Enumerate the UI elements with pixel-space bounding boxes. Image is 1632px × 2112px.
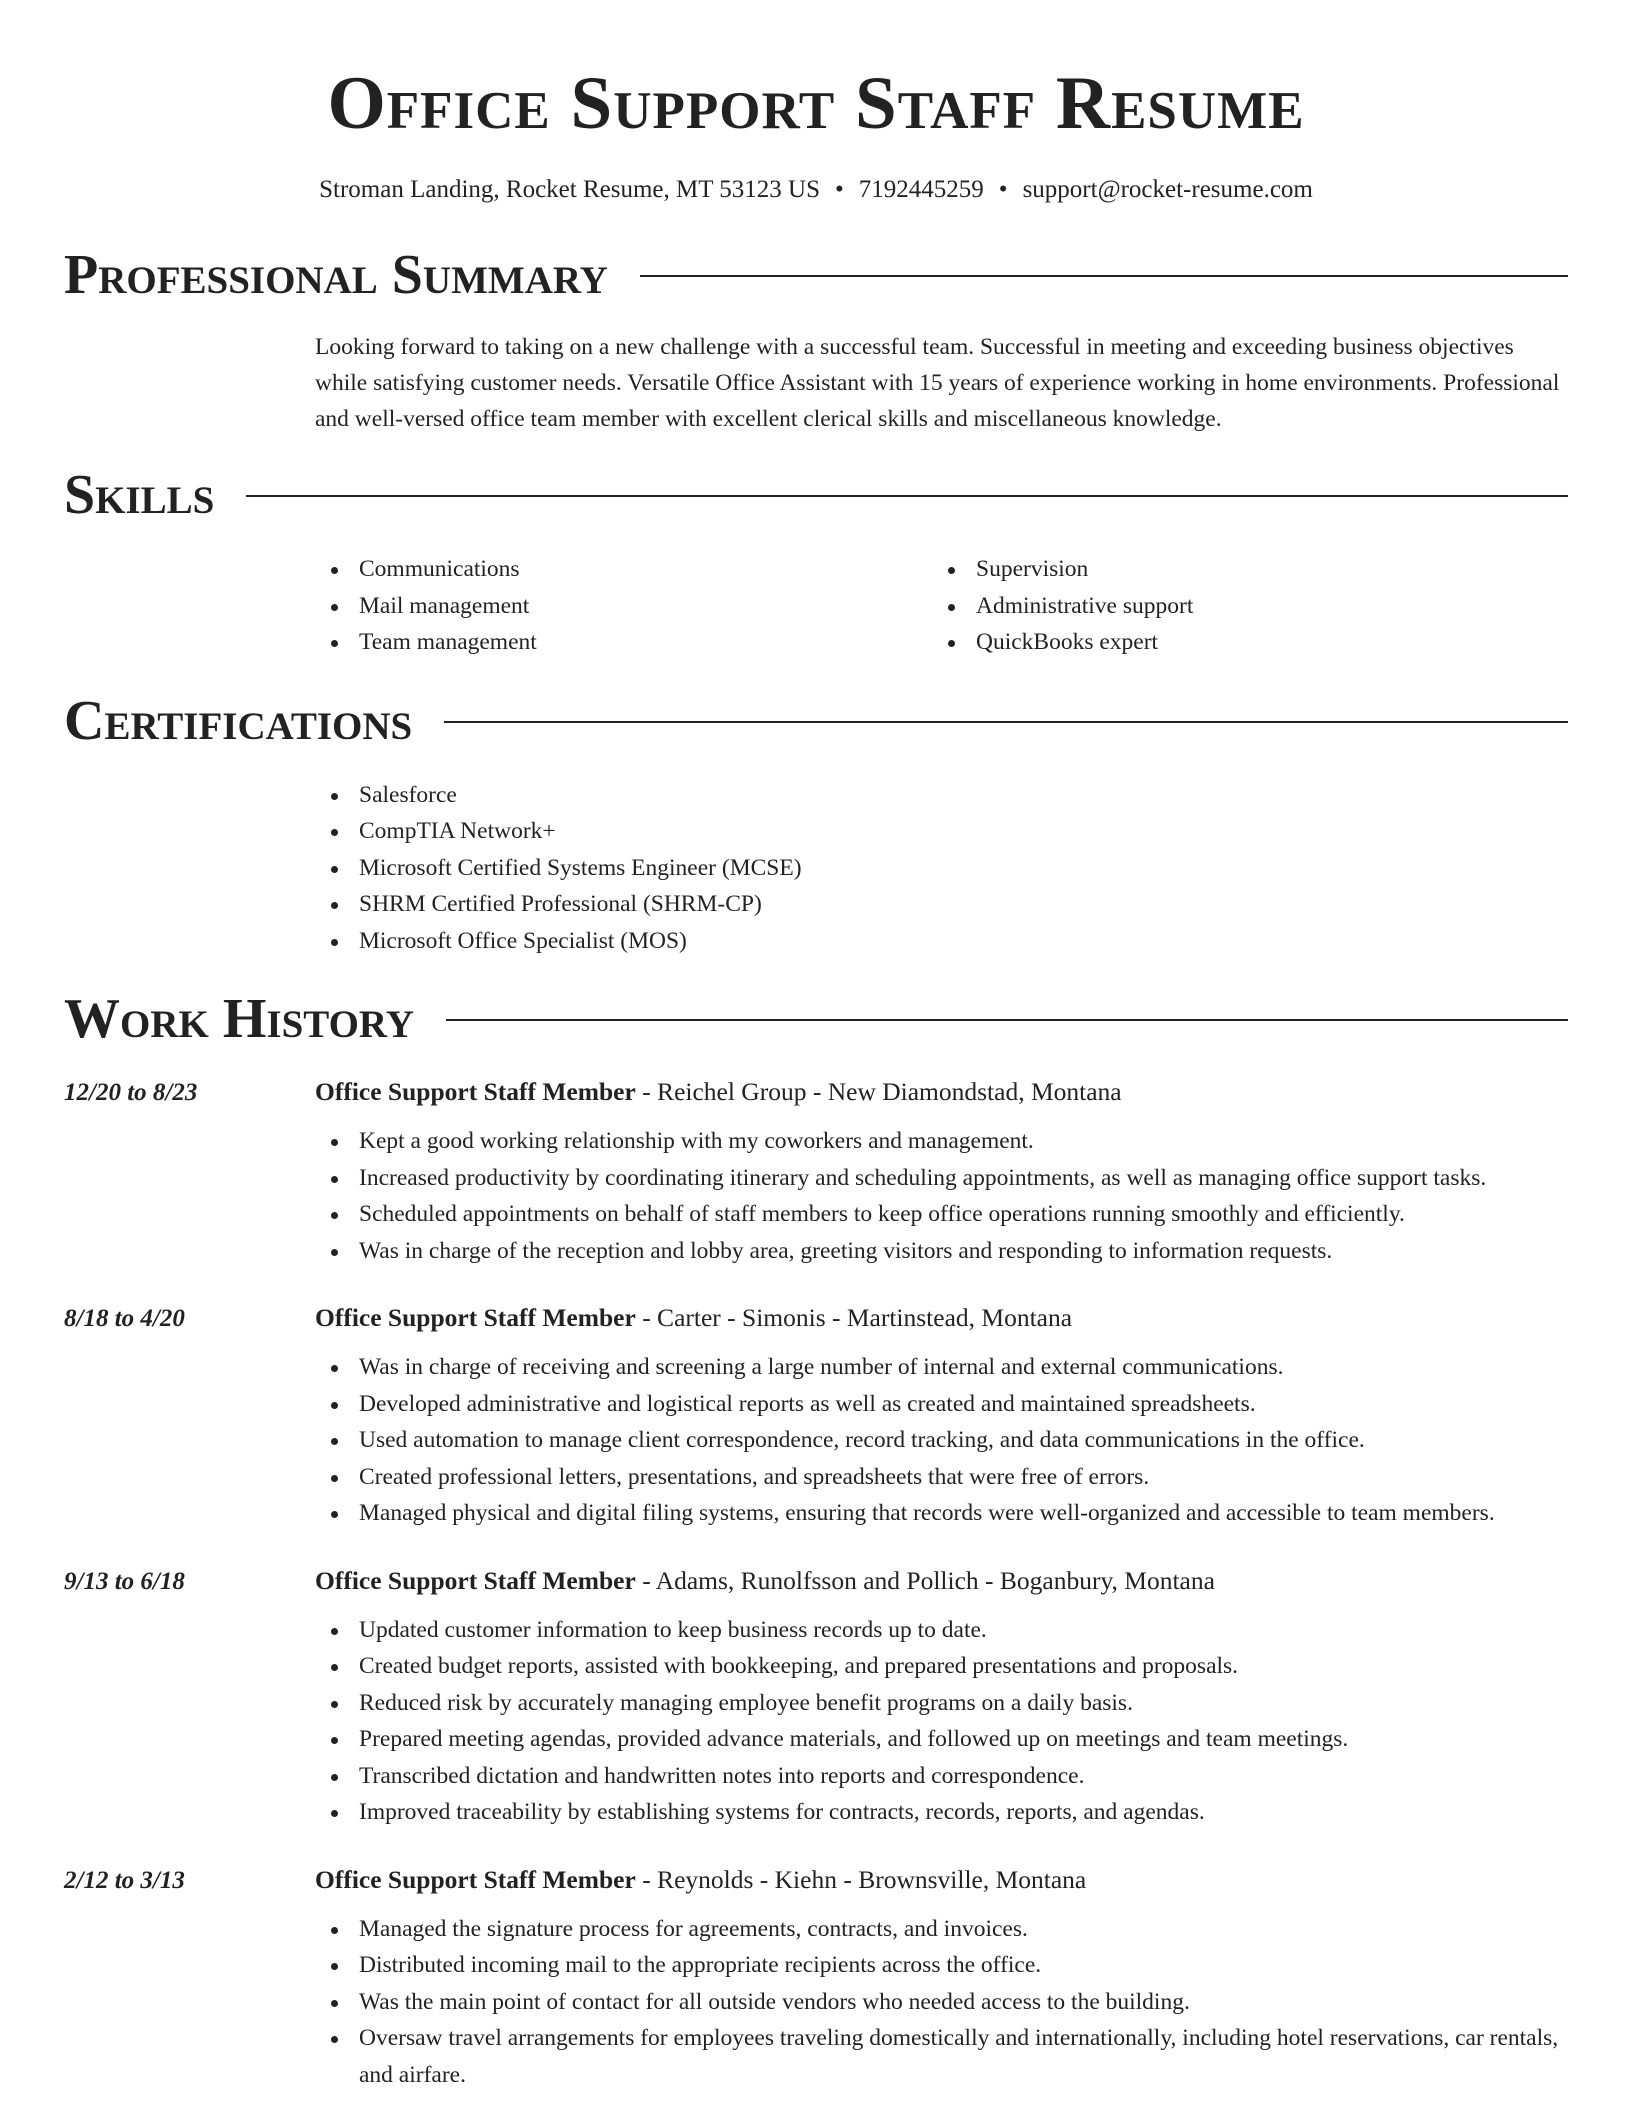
skill-item: Mail management	[315, 588, 932, 625]
contact-address: Stroman Landing, Rocket Resume, MT 53123 US	[319, 176, 821, 203]
skill-item: Supervision	[932, 551, 1549, 588]
summary-text: Looking forward to taking on a new challenge with a successful team. Successful in meeting and exceeding business objectives while satisfying customer needs. Versatile Office Assistant with 15 years of experience working in home environments. Professional and well-versed office team member with excellent clerical skills and miscellaneous knowledge.	[315, 334, 1560, 432]
certification-item: SHRM Certified Professional (SHRM-CP)	[315, 886, 1568, 923]
job-employer: - Reynolds - Kiehn - Brownsville, Montana	[635, 1864, 1087, 1894]
job-bullets	[315, 1612, 1568, 1831]
skill-item: QuickBooks expert	[932, 624, 1549, 661]
skill-item: Administrative support	[932, 588, 1549, 625]
certification-item: Salesforce	[315, 777, 1568, 814]
job-role: Office Support Staff Member	[315, 1864, 636, 1894]
resume-page	[64, 0, 1568, 2093]
job-bullet: Reduced risk by accurately managing employee benefit programs on a daily basis.	[315, 1685, 1568, 1722]
job-bullets	[315, 1911, 1568, 2094]
job-bullet: Prepared meeting agendas, provided advance materials, and followed up on meetings and team meetings.	[315, 1721, 1568, 1758]
job-content	[315, 1564, 1568, 1831]
certification-item: Microsoft Office Specialist (MOS)	[315, 923, 1568, 960]
job-entry	[64, 1301, 1568, 1532]
job-bullet: Was in charge of the reception and lobby area, greeting visitors and responding to information requests.	[315, 1233, 1568, 1270]
job-content	[315, 1075, 1568, 1269]
job-content	[315, 1301, 1568, 1532]
job-headline	[315, 1564, 1568, 1598]
job-employer: - Carter - Simonis - Martinstead, Montana	[635, 1303, 1073, 1332]
job-role: Office Support Staff Member	[315, 1303, 636, 1332]
section-divider	[444, 721, 1568, 723]
job-entry	[64, 1564, 1568, 1831]
certification-item: CompTIA Network+	[315, 813, 1568, 850]
job-bullet: Transcribed dictation and handwritten notes into reports and correspondence.	[315, 1758, 1568, 1795]
job-dates: 12/20 to 8/23	[64, 1079, 198, 1106]
job-headline	[315, 1075, 1568, 1109]
job-content	[315, 1863, 1568, 2094]
certifications-list	[315, 777, 1568, 960]
job-bullet: Updated customer information to keep business records up to date.	[315, 1612, 1568, 1649]
contact-separator: •	[998, 176, 1008, 203]
job-bullet: Scheduled appointments on behalf of staff members to keep office operations running smoothly and efficiently.	[315, 1196, 1568, 1233]
job-bullet: Developed administrative and logistical reports as well as created and maintained spreadsheets.	[315, 1386, 1568, 1423]
skill-item: Team management	[315, 624, 932, 661]
certifications-section	[315, 777, 1568, 960]
job-bullet: Created professional letters, presentations, and spreadsheets that were free of errors.	[315, 1459, 1568, 1496]
certifications-section-title: Certifications	[64, 689, 413, 752]
job-bullet: Created budget reports, assisted with bookkeeping, and prepared presentations and proposals.	[315, 1648, 1568, 1685]
job-dates: 8/18 to 4/20	[64, 1305, 185, 1332]
job-employer: - Adams, Runolfsson and Pollich - Boganbury, Montana	[635, 1565, 1215, 1595]
job-bullet: Was in charge of receiving and screening a large number of internal and external communications.	[315, 1349, 1568, 1386]
skills-section-header	[64, 464, 1568, 526]
skill-item: Communications	[315, 551, 932, 588]
job-bullet: Oversaw travel arrangements for employees traveling domestically and internationally, including hotel reservations, car rentals, and airfare.	[315, 2020, 1568, 2093]
summary-section-title: Professional Summary	[64, 244, 608, 306]
work-history-section	[64, 1075, 1568, 2093]
job-dates: 2/12 to 3/13	[64, 1866, 185, 1894]
job-bullet: Was the main point of contact for all outside vendors who needed access to the building.	[315, 1984, 1568, 2021]
job-bullets	[315, 1349, 1568, 1532]
skills-list-left	[315, 551, 932, 661]
job-headline	[315, 1301, 1568, 1335]
certifications-section-header	[64, 689, 1568, 752]
job-role: Office Support Staff Member	[315, 1565, 636, 1595]
job-bullet: Managed physical and digital filing systems, ensuring that records were well-organized and accessible to team members.	[315, 1495, 1568, 1532]
job-bullet: Kept a good working relationship with my coworkers and management.	[315, 1123, 1568, 1160]
section-divider	[246, 495, 1568, 497]
skills-list-right	[932, 551, 1549, 661]
contact-separator: •	[835, 176, 844, 203]
contact-phone: 7192445259	[858, 176, 984, 203]
resume-title: Office Support Staff Resume	[327, 62, 1305, 145]
skills-grid	[315, 551, 1568, 661]
skills-section-title: Skills	[64, 464, 215, 526]
job-entry	[64, 1075, 1568, 1269]
job-bullet: Distributed incoming mail to the appropriate recipients across the office.	[315, 1947, 1568, 1984]
job-bullet: Managed the signature process for agreements, contracts, and invoices.	[315, 1911, 1568, 1948]
section-divider	[446, 1019, 1568, 1021]
section-divider	[640, 275, 1568, 277]
summary-section-header	[64, 244, 1568, 306]
job-entry	[64, 1863, 1568, 2094]
job-employer: - Reichel Group - New Diamondstad, Montana	[635, 1077, 1122, 1106]
job-bullet: Increased productivity by coordinating itinerary and scheduling appointments, as well as managing office support tasks.	[315, 1160, 1568, 1197]
job-headline	[315, 1863, 1568, 1897]
work-history-section-title: Work History	[64, 988, 414, 1050]
job-role: Office Support Staff Member	[315, 1077, 636, 1106]
job-dates: 9/13 to 6/18	[64, 1567, 185, 1595]
work-history-section-header	[64, 988, 1568, 1050]
skills-section	[315, 551, 1568, 661]
job-bullet: Improved traceability by establishing systems for contracts, records, reports, and agendas.	[315, 1794, 1568, 1831]
contact-email: support@rocket-resume.com	[1022, 176, 1313, 203]
job-bullets	[315, 1123, 1568, 1269]
job-bullet: Used automation to manage client correspondence, record tracking, and data communications in the office.	[315, 1422, 1568, 1459]
contact-line	[64, 175, 1568, 205]
summary-section	[315, 329, 1568, 437]
certification-item: Microsoft Certified Systems Engineer (MCSE)	[315, 850, 1568, 887]
